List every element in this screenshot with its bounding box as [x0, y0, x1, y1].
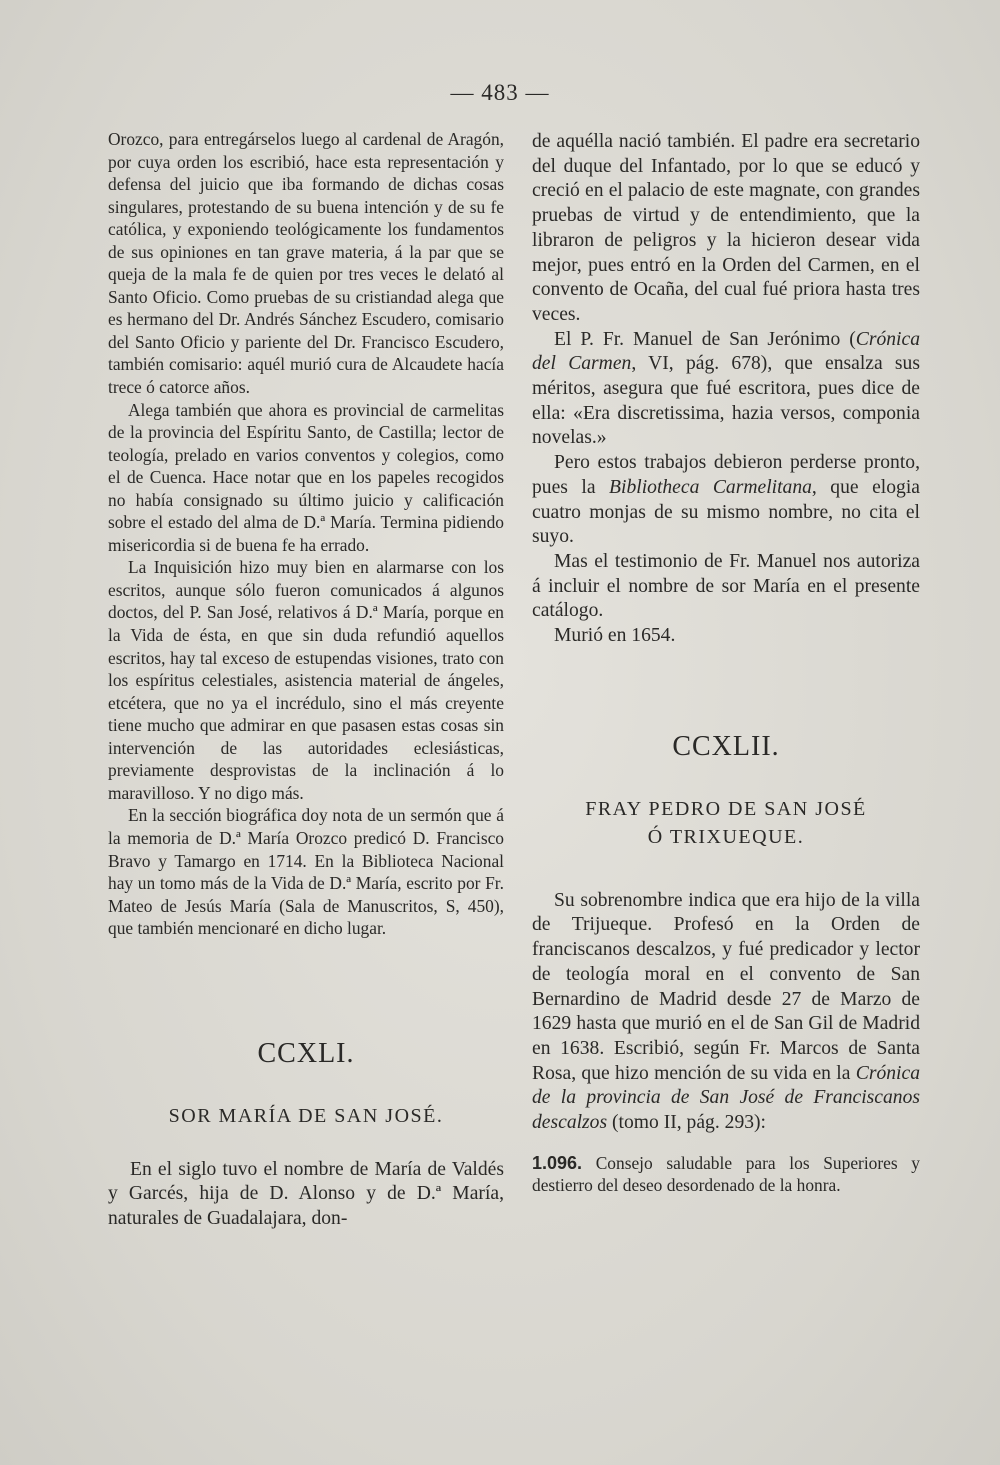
text-run: , VI, pág. 678), que ensalza sus méritos, asegura que fué escritora, pues dice de ella: «Era discretissima, hazia versos, componia novelas.» — [532, 353, 920, 449]
paragraph: En el siglo tuvo el nombre de María de Valdés y Garcés, hija de D. Alonso y de D.ª María, naturales de Guadalajara, don- — [108, 1158, 504, 1230]
entry-number: 1.096. — [532, 1152, 583, 1173]
section-title-line1: FRAY PEDRO DE SAN JOSÉ — [585, 797, 867, 820]
paragraph: En la sección biográfica doy nota de un sermón que á la memoria de D.ª María Orozco predicó D. Francisco Bravo y Tamargo en 1714. En la Biblioteca Nacional hay un tomo más de la Vida de D.ª María, escrito por Fr. Mateo de Jesús María (Sala de Manuscritos, S, 450), que también mencionaré en dicho lugar. — [108, 805, 504, 939]
paragraph: de aquélla nació también. El padre era secretario del duque del Infantado, por lo que se educó y creció en el palacio de este magnate, con grandes pruebas de virtud y de entendimiento, que la libraron de peligros y la hicieron desear vida mejor, pues entró en la Orden del Carmen, en el convento de Ocaña, del cual fué priora hasta tres veces. — [532, 131, 920, 325]
page-number: — 483 — — [450, 80, 550, 105]
section-number: CCXLII. — [672, 730, 780, 762]
text-run: (tomo II, pág. 293): — [607, 1112, 767, 1134]
work-title: Crónica de la provincia de San José de Franciscanos descalzos — [532, 1062, 920, 1134]
catalog-entry — [532, 1152, 920, 1197]
paragraph — [532, 328, 920, 452]
text-run: El P. Fr. Manuel de San Jerónimo ( — [554, 328, 856, 350]
section-title-line2: Ó TRIXUEQUE. — [647, 825, 805, 848]
entry-text: Consejo saludable para los Superiores y destierro del deseo desordenado de la honra. — [532, 1152, 920, 1196]
paragraph: Mas el testimonio de Fr. Manuel nos autoriza á incluir el nombre de sor María en el presente catálogo. — [532, 550, 920, 622]
paragraph: Murió en 1654. — [554, 625, 676, 647]
work-title: Crónica del Carmen — [532, 328, 920, 375]
paragraph: La Inquisición hizo muy bien en alarmarse con los escritos, aunque sólo fueron comunicados á algunos doctos, del P. San José, relativos á D.ª María, porque en la Vida de ésta, en que sin duda refundió aquellos escritos, hay tal exceso de estupendas visiones, trato con los espíritus celestiales, asistencia material de ángeles, etcétera, que no ya el incrédulo, sino el más creyente tiene mucho que admirar en que pasasen estas cosas sin intervención de las autoridades eclesiásticas, previamente desprovistas de la inclinación á lo maravilloso. Y no digo más. — [108, 557, 504, 803]
paragraph: Orozco, para entregárselos luego al cardenal de Aragón, por cuya orden los escribió, hace esta representación y defensa del juicio que iba formando de dichas cosas singulares, protestando de su buena intención y de su fe católica, y exponiendo teológicamente los fundamentos de sus opiniones en tan grave materia, á la par que se queja de la mala fe de quien por tres veces le delató al Santo Oficio. Como pruebas de su cristiandad alega que es hermano del Dr. Andrés Sánchez Escudero, comisario del Santo Oficio y pariente del Dr. Francisco Escudero, también comisario: aquél murió cura de Alcaudete hacía trece ó catorce años. — [108, 129, 504, 398]
paragraph — [532, 451, 920, 550]
paragraph: Alega también que ahora es provincial de carmelitas de la provincia del Espíritu Santo, de Castilla; lector de teología, prelado en varios conventos y colegios, como el de Cuenca. Hace notar que en los papeles recogidos no había consignado su último juicio y calificación sobre el estado del alma de D.ª María. Termina pidiendo misericordia si de buena fe ha errado. — [108, 399, 504, 555]
work-title: Bibliotheca Carmelitana — [609, 476, 812, 498]
text-run: Su sobrenombre indica que era hijo de la villa de Trijueque. Profesó en la Orden de franciscanos descalzos, y fué predicador y lector de teología moral en el convento de San Bernardino de Madrid desde 27 de Marzo de 1629 hasta que murió en el de San Gil de Madrid en 1638. Escribió, según Fr. Marcos de Santa Rosa, que hizo mención de su vida en la — [532, 889, 920, 1084]
text-run: Pero estos trabajos debieron perderse pronto, pues la — [532, 452, 920, 498]
left-column — [108, 128, 504, 1232]
right-column — [532, 130, 920, 1197]
section-number: CCXLI. — [257, 1037, 355, 1069]
section-title: SOR MARÍA DE SAN JOSÉ. — [168, 1104, 444, 1127]
paragraph — [532, 889, 920, 1136]
text-run: , que elogia cuatro monjas de su mismo nombre, no cita el suyo. — [532, 476, 920, 548]
